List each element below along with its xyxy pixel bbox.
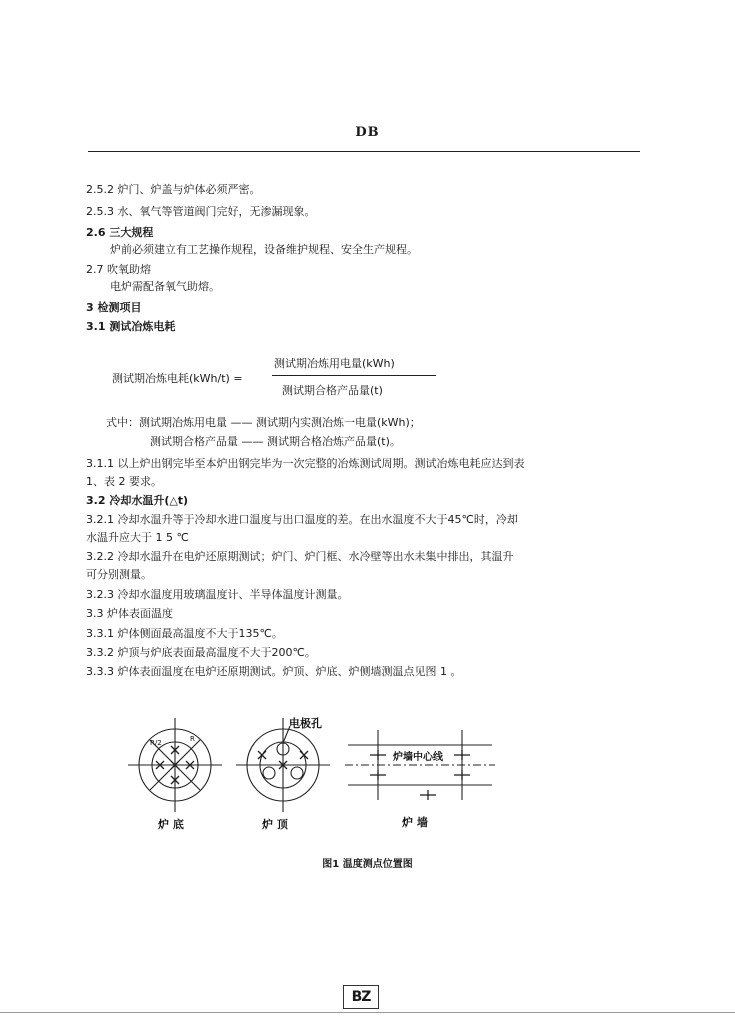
furnace-top-diagram: [236, 718, 330, 812]
clause-3-1-1-line2: 1、表 2 要求。: [86, 475, 162, 488]
formula-numerator: 测试期冶炼用电量(kWh): [274, 357, 395, 370]
clause-3-2-1-line2: 水温升应大于 1 5 ℃: [86, 531, 189, 544]
label-furnace-bottom: 炉 底: [158, 818, 184, 831]
clause-2-7-body: 电炉需配备氧气助熔。: [110, 280, 220, 293]
publisher-logo: BZ: [343, 985, 379, 1009]
label-furnace-top: 炉 顶: [262, 818, 288, 831]
furnace-bottom-diagram: [128, 718, 222, 812]
clause-2-7-heading: 2.7 吹氧助熔: [86, 263, 151, 276]
formula-lhs: 测试期冶炼电耗(kWh/t) =: [112, 372, 243, 385]
clause-3-1-heading: 3.1 测试冶炼电耗: [86, 320, 176, 333]
formula-denominator: 测试期合格产品量(t): [282, 384, 383, 397]
footer-rule: [0, 1012, 735, 1013]
clause-2-5-3: 2.5.3 水、氧气等管道阀门完好，无渗漏现象。: [86, 205, 316, 218]
figure-caption: 图1 温度测点位置图: [322, 859, 413, 870]
clause-3-3-heading: 3.3 炉体表面温度: [86, 607, 173, 620]
clause-2-6-body: 炉前必须建立有工艺操作规程，设备维护规程、安全生产规程。: [110, 243, 418, 256]
label-r: R: [190, 735, 195, 743]
furnace-wall-diagram: [345, 730, 495, 800]
clause-3-3-3: 3.3.3 炉体表面温度在电炉还原期测试。炉顶、炉底、炉侧墙测温点见图 1 。: [86, 665, 462, 678]
page-header: DB: [355, 125, 380, 140]
label-r-half: R/2: [150, 739, 162, 747]
clause-3-2-3: 3.2.3 冷却水温度用玻璃温度计、半导体温度计测量。: [86, 588, 349, 601]
label-furnace-wall: 炉 墙: [402, 816, 428, 829]
label-wall-centerline: 炉墙中心线: [393, 752, 443, 763]
clause-3-2-2-line1: 3.2.2 冷却水温升在电炉还原期测试；炉门、炉门框、水冷壁等出水未集中排出，其温升: [86, 550, 514, 563]
clause-2-5-2: 2.5.2 炉门、炉盖与炉体必须严密。: [86, 183, 261, 196]
formula-note-1: 式中：测试期冶炼用电量 —— 测试期内实测冶炼一电量(kWh)；: [106, 416, 421, 429]
clause-3-3-2: 3.3.2 炉顶与炉底表面最高温度不大于200℃。: [86, 646, 316, 659]
clause-3-1-1-line1: 3.1.1 以上炉出钢完毕至本炉出钢完毕为一次完整的冶炼测试周期。测试冶炼电耗应达到表: [86, 457, 525, 470]
clause-3-2-1-line1: 3.2.1 冷却水温升等于冷却水进口温度与出口温度的差。在出水温度不大于45℃时，冷却: [86, 513, 518, 526]
clause-3-3-1: 3.3.1 炉体侧面最高温度不大于135℃。: [86, 627, 283, 640]
label-electrode-hole: 电极孔: [289, 717, 322, 730]
section-3-heading: 3 检测项目: [86, 301, 142, 314]
clause-3-2-2-line2: 可分别测量。: [86, 568, 152, 581]
formula-note-2: 测试期合格产品量 —— 测试期合格冶炼产品量(t)。: [150, 435, 401, 448]
clause-3-2-heading: 3.2 冷却水温升(△t): [86, 494, 189, 507]
clause-2-6-heading: 2.6 三大规程: [86, 226, 154, 239]
